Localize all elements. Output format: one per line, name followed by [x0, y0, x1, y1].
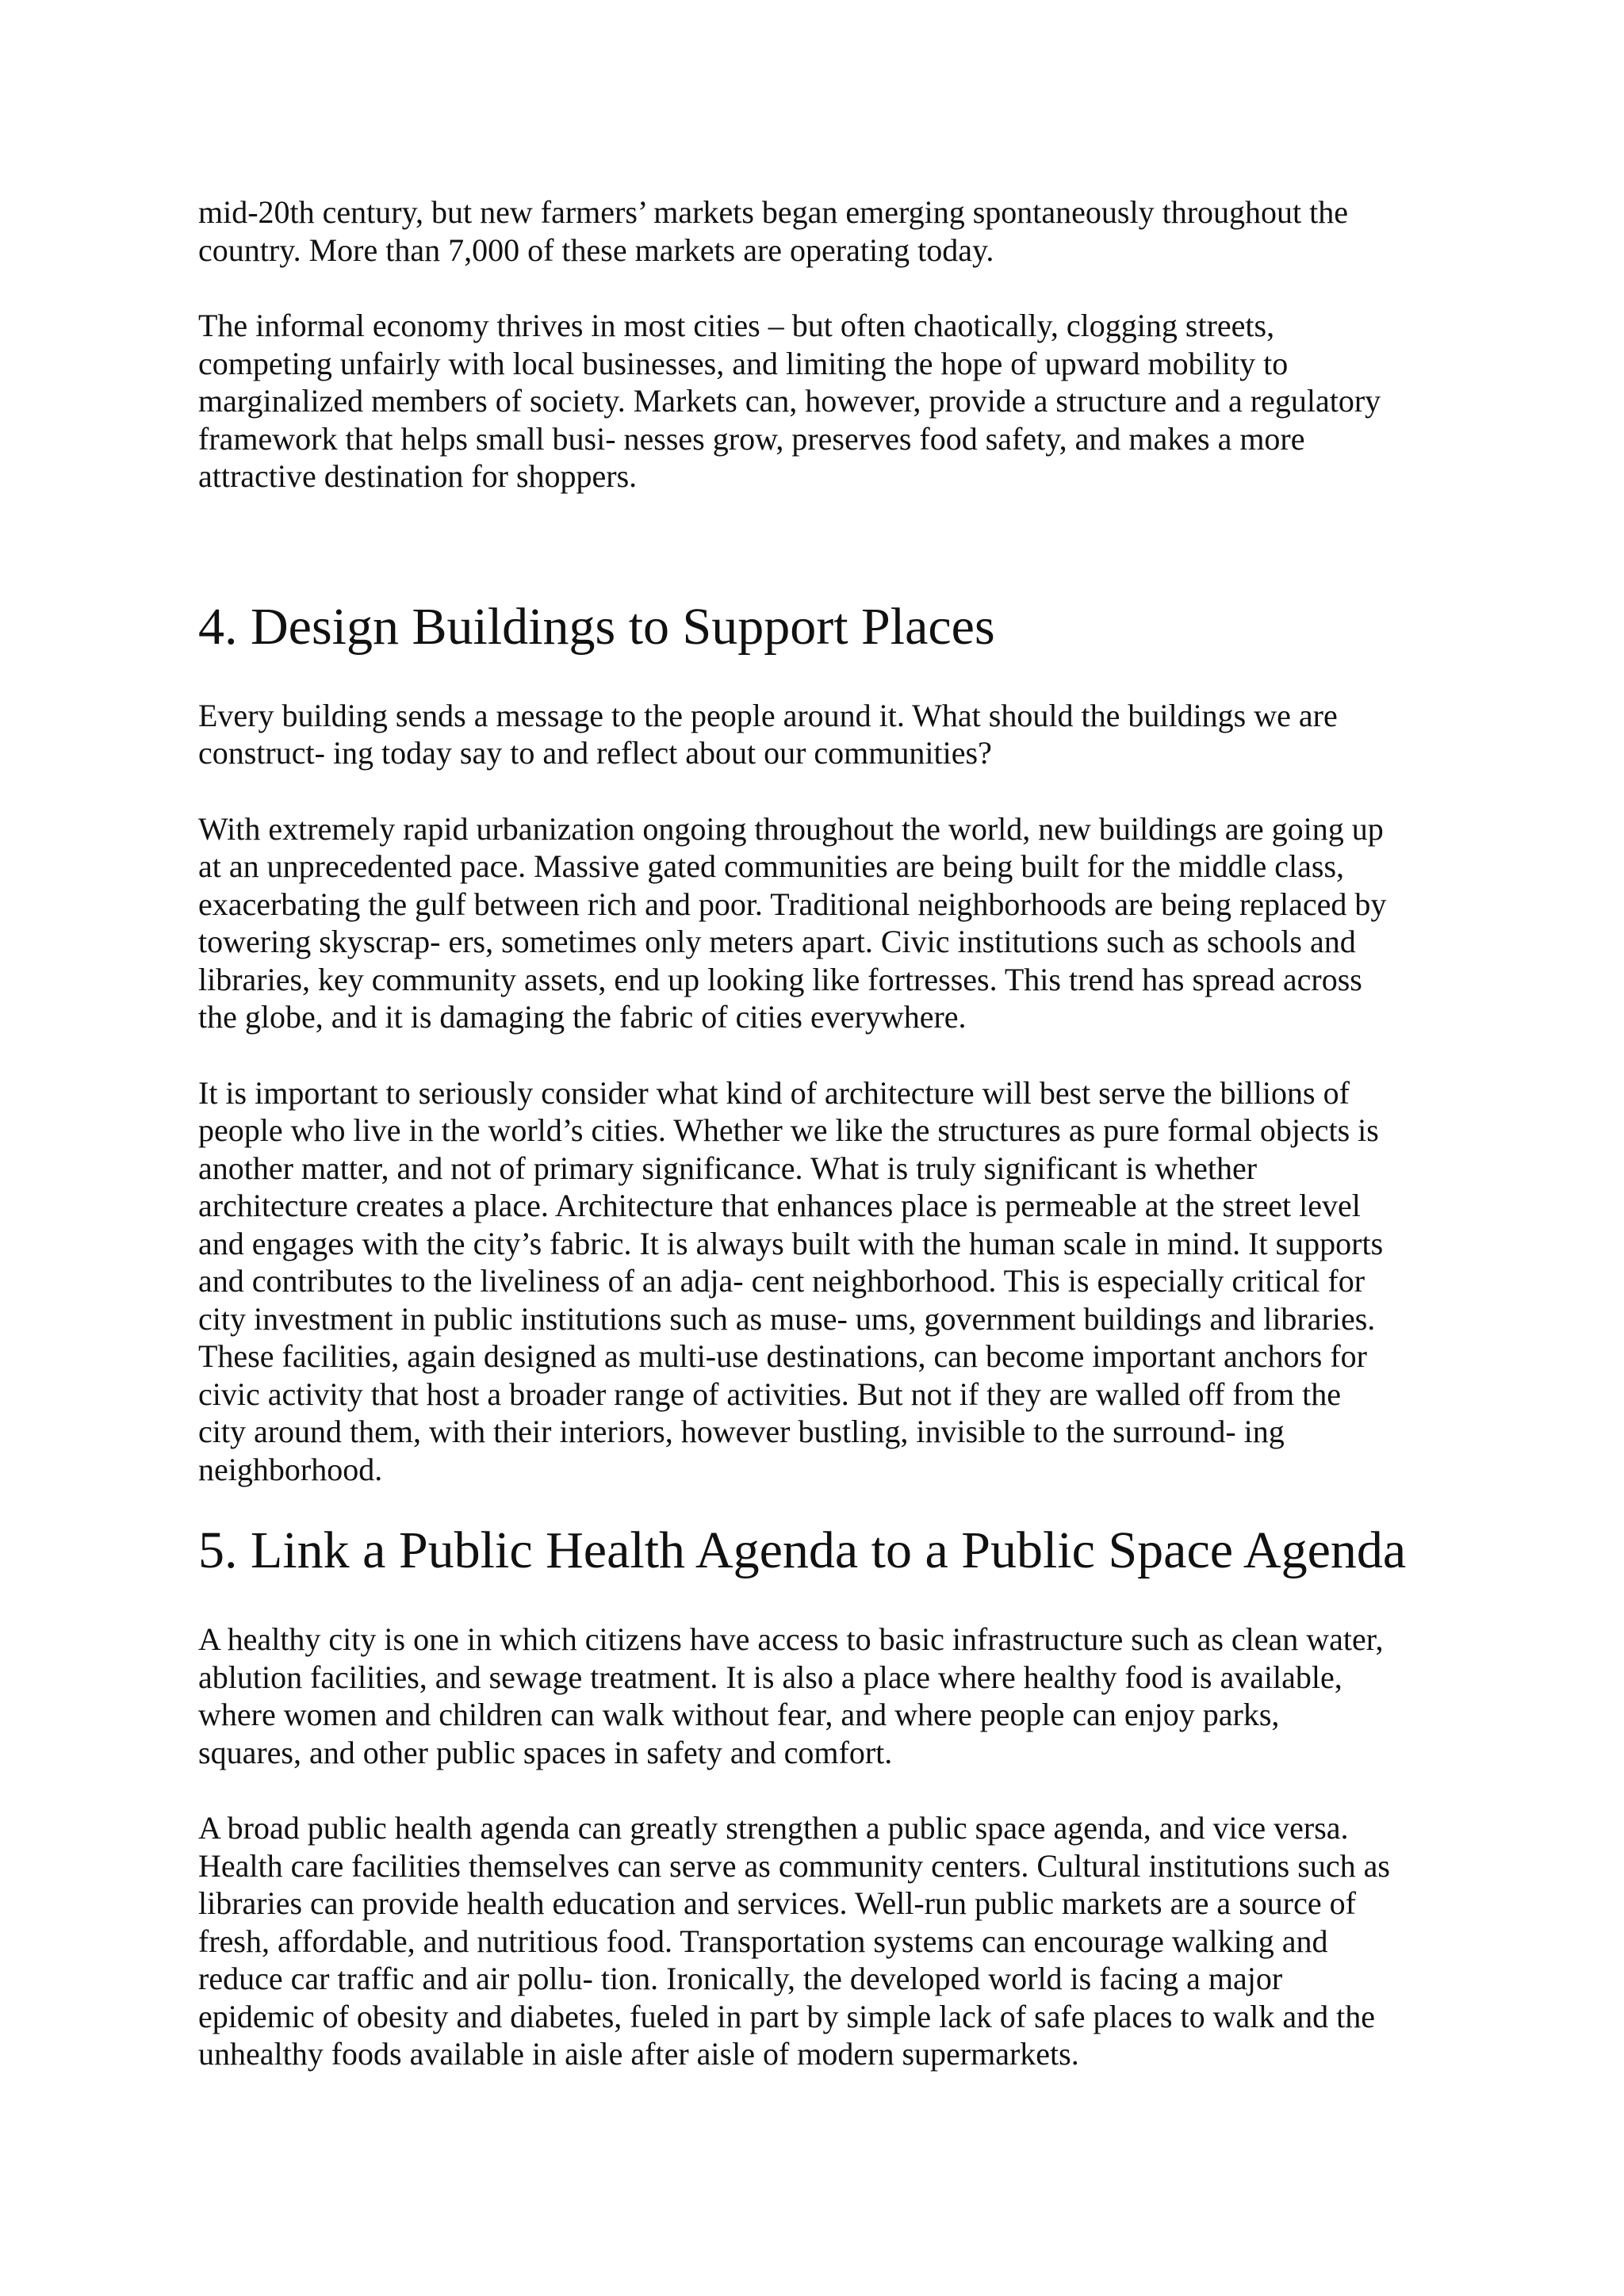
section-heading-design-buildings: 4. Design Buildings to Support Places	[198, 597, 995, 656]
paragraph-architecture-place: It is important to seriously consider what kind of architecture will best serve the billions of people who live in the world’s cities. Whether we like the structures as pure formal objects is another matter, and not of primary significance. What is truly significant is whether architecture creates a place. Architecture that enhances place is permeable at the street level and engages with the city’s fabric. It is always built with the human scale in mind. It supports and contributes to the liveliness of an adja- cent neighborhood. This is especially critical for city investment in public institutions such as muse- ums, government buildings and libraries. These facilities, again designed as multi-use destinations, can become important anchors for civic activity that host a broader range of activities. But not if they are walled off from the city around them, with their interiors, however bustling, invisible to the surround- ing neighborhood.	[198, 1074, 1384, 1487]
paragraph-farmers-markets: mid-20th century, but new farmers’ markets began emerging spontaneously throughout the country. More than 7,000 of these markets are operating today.	[198, 194, 1348, 268]
section-heading-public-health: 5. Link a Public Health Agenda to a Public Space Agenda	[198, 1521, 1407, 1579]
paragraph-healthy-city: A healthy city is one in which citizens have access to basic infrastructure such as clean water, ablution facilities, and sewage treatment. It is also a place where healthy food is available, where women and children can walk without fear, and where people can enjoy parks, squares, and other public spaces in safety and comfort.	[198, 1621, 1384, 1770]
paragraph-urbanization: With extremely rapid urbanization ongoing throughout the world, new buildings are going up at an unprecedented pace. Massive gated communities are being built for the middle class, exacerbating the gulf between rich and poor. Traditional neighborhoods are being replaced by towering skyscrap- ers, sometimes only meters apart. Civic institutions such as schools and libraries, key community assets, end up looking like fortresses. This trend has spread across the globe, and it is damaging the fabric of cities everywhere.	[198, 810, 1387, 1035]
paragraph-informal-economy: The informal economy thrives in most cities – but often chaotically, clogging streets, competing unfairly with local businesses, and limiting the hope of upward mobility to marginalized members of society. Markets can, however, provide a structure and a regulatory framework that helps small busi- nesses grow, preserves food safety, and makes a more attractive destination for shoppers.	[198, 308, 1381, 494]
paragraph-building-message: Every building sends a message to the people around it. What should the buildings we are construct- ing today say to and reflect about our communities?	[198, 697, 1338, 771]
document-body	[198, 193, 1451, 2073]
paragraph-health-agenda: A broad public health agenda can greatly strengthen a public space agenda, and vice versa. Health care facilities themselves can serve as community centers. Cultural institutions such as libraries can provide health education and services. Well-run public markets are a source of fresh, affordable, and nutritious food. Transportation systems can encourage walking and reduce car traffic and air pollu- tion. Ironically, the developed world is facing a major epidemic of obesity and diabetes, fueled in part by simple lack of safe places to walk and the unhealthy foods available in aisle after aisle of modern supermarkets.	[198, 1810, 1390, 2072]
